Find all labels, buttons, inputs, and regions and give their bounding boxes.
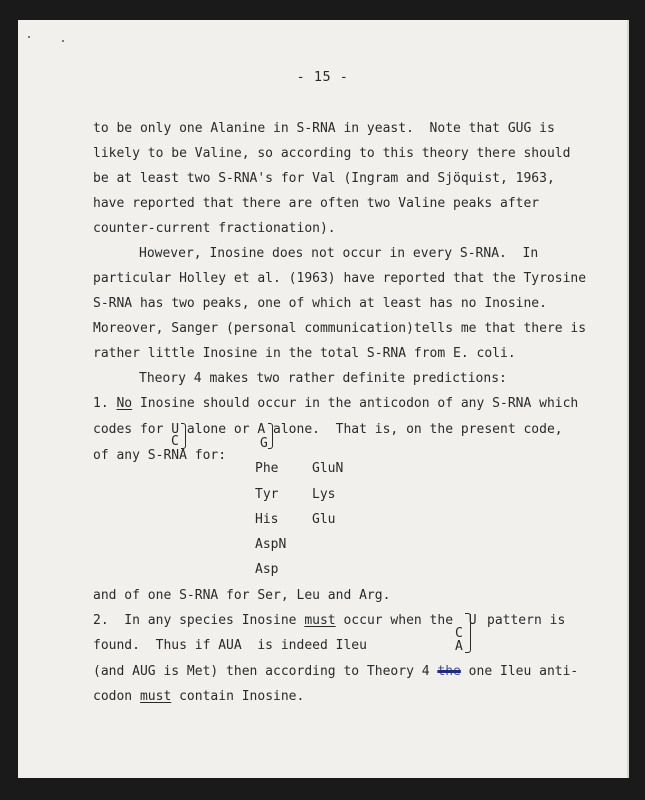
codon-letter-a: A [455,639,463,654]
brace-mark [181,423,186,449]
codon-letter-g: G [260,436,268,451]
text-line-19 [93,690,304,703]
text-line-16 [93,614,477,627]
text-fragment: codon [93,689,140,704]
underlined-word: must [139,689,172,704]
amino-acid: AspN [255,537,287,552]
text-line-13 [93,423,563,436]
amino-acid: His [255,512,279,527]
text-line-15: and of one S-RNA for Ser, Leu and Arg. [93,588,391,603]
text-line-6: However, Inosine does not occur in every S-RNA. In [139,246,539,261]
text-fragment: alone. That is, on the present code, [265,422,563,437]
page-number: - 15 - [296,69,349,85]
text-line-7: particular Holley et al. (1963) have reported that the Tyrosine [93,271,587,286]
underlined-word: No [116,396,133,411]
text-fragment: Inosine should occur in the anticodon of any S-RNA which [132,396,579,411]
text-line-10: rather little Inosine in the total S-RNA from E. coli. [93,346,516,361]
text-line-17: found. Thus if AUA is indeed Ileu [93,638,367,653]
amino-acid: Tyr [255,487,279,502]
text-fragment: alone or A [179,422,266,437]
text-fragment: codes for U [93,422,180,437]
text-line-18 [93,665,578,678]
text-line-14: of any S-RNA for: [93,448,227,463]
codon-letter-c: C [455,626,463,641]
text-line-11: Theory 4 makes two rather definite predictions: [139,371,507,386]
brace-mark [465,613,471,653]
text-line-2: likely to be Valine, so according to this theory there should [93,146,571,161]
text-fragment: one Ileu anti- [460,664,579,679]
codon-letter-c: C [171,434,179,449]
text-line-3: be at least two S-RNA's for Val (Ingram and Sjöquist, 1963, [93,171,555,186]
text-line-12 [93,397,578,410]
speck [62,40,64,42]
text-fragment: 1. [93,396,117,411]
text-fragment: 2. In any species Inosine [93,613,305,628]
brace-mark [268,423,273,449]
amino-acid: Lys [312,487,336,502]
text-line-4: have reported that there are often two Valine peaks after [93,196,540,211]
amino-acid: Glu [312,512,336,527]
text-line-5: counter-current fractionation). [93,221,336,236]
text-line-1: to be only one Alanine in S-RNA in yeast. Note that GUG is [93,121,555,136]
text-fragment: occur when the U [335,613,477,628]
text-fragment: contain Inosine. [171,689,305,704]
amino-acid: Asp [255,562,279,577]
struck-out-word: the [437,664,461,679]
text-line-8: S-RNA has two peaks, one of which at least has no Inosine. [93,296,547,311]
text-line-9: Moreover, Sanger (personal communication)tells me that there is [93,321,587,336]
amino-acid: Phe [255,461,279,476]
underlined-word: must [304,613,336,628]
amino-acid: GluN [312,461,344,476]
text-fragment: (and AUG is Met) then according to Theory 4 [93,664,438,679]
speck [28,36,30,38]
text-line-16-end: pattern is [487,613,566,628]
